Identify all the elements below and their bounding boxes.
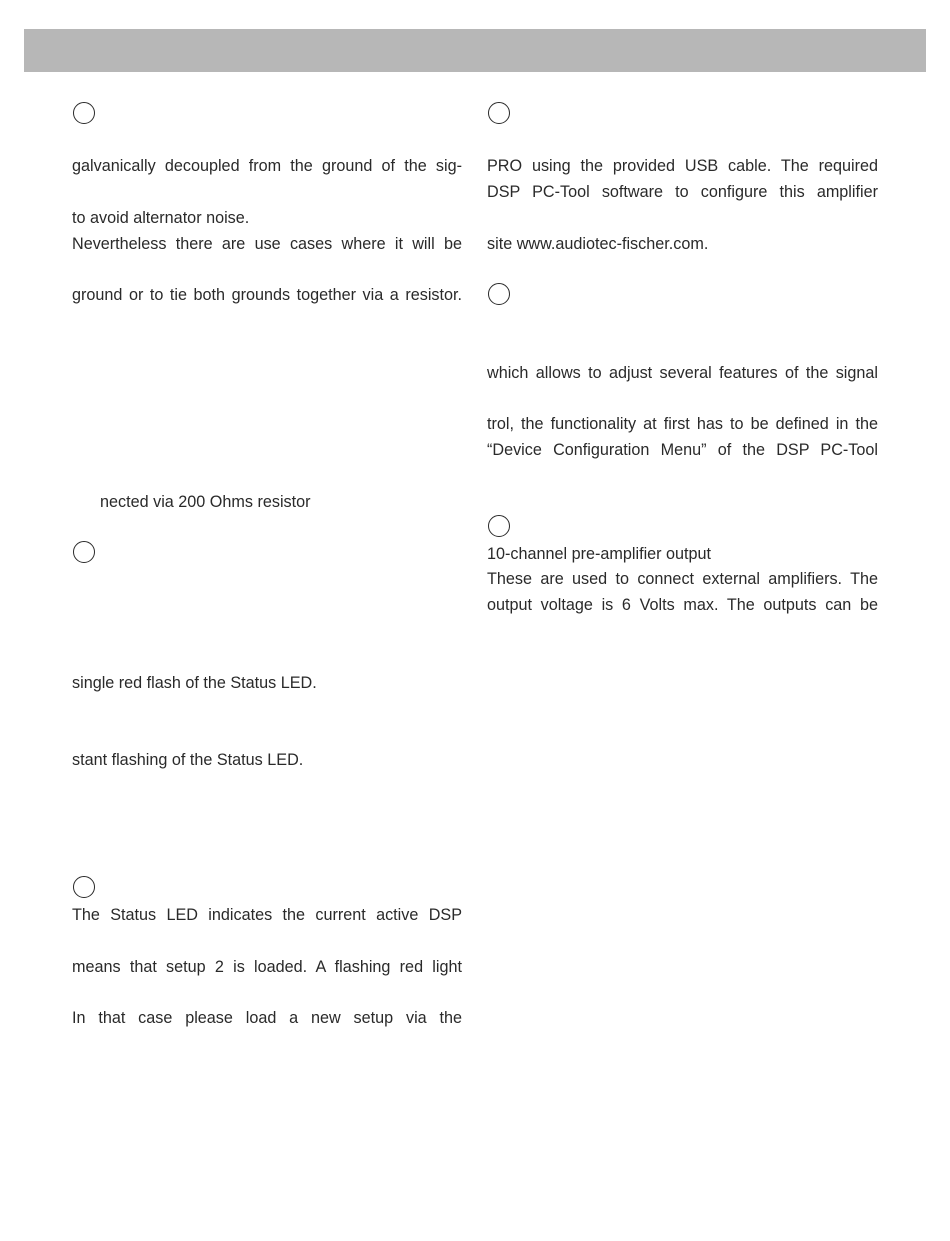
text-line: 10-channel pre-amplifier output	[487, 545, 712, 563]
text-line: Nevertheless there are use cases where it will be	[72, 235, 462, 253]
text-line: trol, the functionality at first has to be defined in the	[487, 415, 878, 433]
text-line: single red flash of the Status LED.	[72, 674, 317, 692]
callout-marker-6	[488, 515, 510, 537]
text-line: which allows to adjust several features of the signal	[487, 364, 878, 382]
text-line: In that case please load a new setup via the	[72, 1009, 462, 1027]
page-header-bar	[24, 29, 926, 72]
text-line: DSP PC-Tool software to configure this amplifier	[487, 183, 878, 201]
text-line: galvanically decoupled from the ground of the sig-	[72, 157, 462, 175]
callout-marker-2	[73, 541, 95, 563]
text-line: “Device Configuration Menu” of the DSP PC-Tool	[487, 441, 878, 459]
text-line: stant flashing of the Status LED.	[72, 751, 304, 769]
text-line: ground or to tie both grounds together via a resistor.	[72, 286, 462, 304]
text-line: The Status LED indicates the current active DSP	[72, 906, 462, 924]
text-line: means that setup 2 is loaded. A flashing red light	[72, 958, 462, 976]
text-line: to avoid alternator noise.	[72, 209, 250, 227]
text-line: PRO using the provided USB cable. The required	[487, 157, 878, 175]
callout-marker-1	[73, 102, 95, 124]
callout-marker-5	[488, 283, 510, 305]
callout-marker-3	[73, 876, 95, 898]
text-line: site www.audiotec-fischer.com.	[487, 235, 709, 253]
callout-marker-4	[488, 102, 510, 124]
text-line: output voltage is 6 Volts max. The outputs can be	[487, 596, 878, 614]
text-line-indented: nected via 200 Ohms resistor	[100, 493, 311, 511]
text-line: These are used to connect external amplifiers. The	[487, 570, 878, 588]
